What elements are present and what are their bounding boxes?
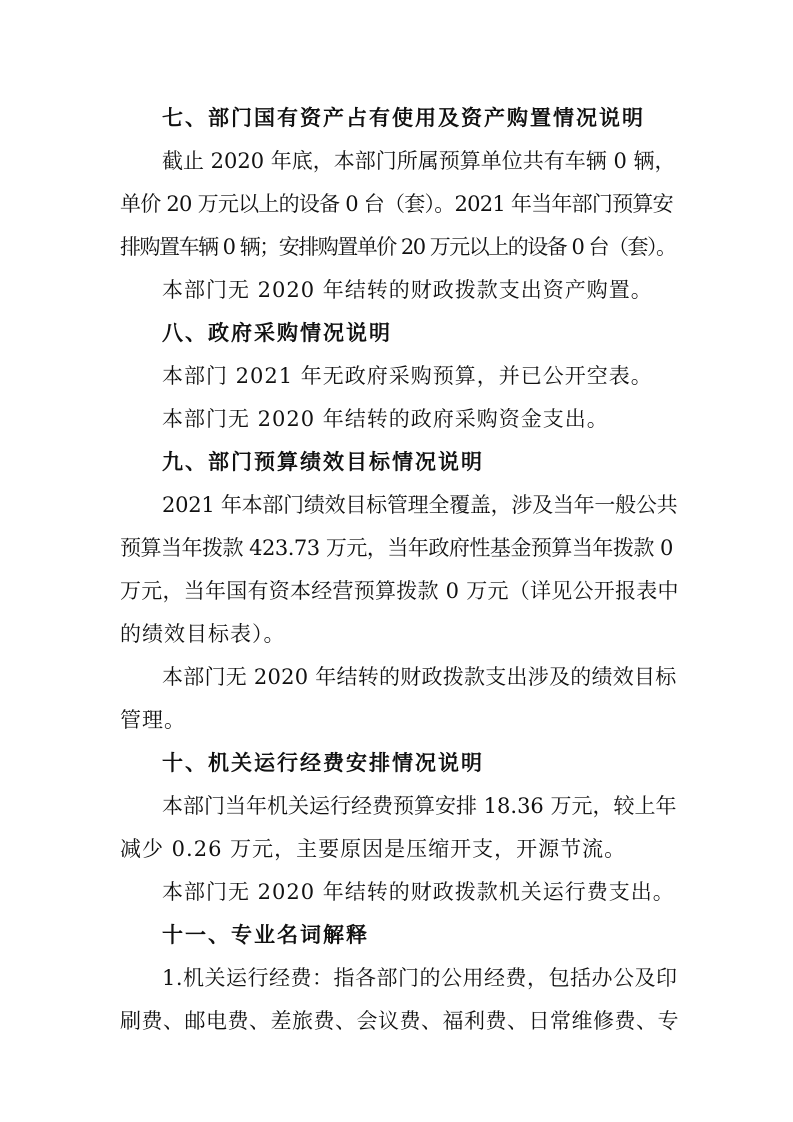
- section-heading-10: 十、机关运行经费安排情况说明: [162, 751, 484, 775]
- paragraph-line: 本部门无 2020 年结转的财政拨款机关运行费支出。: [162, 880, 675, 904]
- paragraph-line: 排购置车辆 0 辆；安排购置单价 20 万元以上的设备 0 台（套）。: [120, 235, 676, 259]
- paragraph-line: 本部门当年机关运行经费预算安排 18.36 万元，较上年: [162, 794, 677, 818]
- paragraph-line: 截止 2020 年底，本部门所属预算单位共有车辆 0 辆，: [162, 149, 676, 173]
- paragraph-line: 本部门 2021 年无政府采购预算，并已公开空表。: [162, 364, 653, 388]
- paragraph-line: 预算当年拨款 423.73 万元，当年政府性基金预算当年拨款 0: [120, 536, 673, 560]
- paragraph-line: 本部门无 2020 年结转的政府采购资金支出。: [162, 407, 609, 431]
- paragraph-line: 的绩效目标表）。: [120, 622, 286, 646]
- paragraph-line: 本部门无 2020 年结转的财政拨款支出涉及的绩效目标: [162, 665, 677, 689]
- paragraph-line: 刷费、邮电费、差旅费、会议费、福利费、日常维修费、专: [120, 1009, 679, 1033]
- paragraph-line: 万元，当年国有资本经营预算拨款 0 万元（详见公开报表中: [120, 579, 679, 603]
- paragraph-line: 减少 0.26 万元，主要原因是压缩开支，开源节流。: [120, 837, 627, 861]
- section-heading-11: 十一、专业名词解释: [162, 923, 369, 947]
- paragraph-line: 1.机关运行经费：指各部门的公用经费，包括办公及印: [162, 966, 678, 990]
- section-heading-9: 九、部门预算绩效目标情况说明: [162, 450, 484, 474]
- paragraph-line: 本部门无 2020 年结转的财政拨款支出资产购置。: [162, 278, 653, 302]
- paragraph-line: 2021 年本部门绩效目标管理全覆盖，涉及当年一般公共: [162, 493, 678, 517]
- section-heading-8: 八、政府采购情况说明: [162, 321, 392, 345]
- paragraph-line: 单价 20 万元以上的设备 0 台（套）。2021 年当年部门预算安: [120, 192, 673, 216]
- paragraph-line: 管理。: [120, 708, 186, 732]
- section-heading-7: 七、部门国有资产占有使用及资产购置情况说明: [162, 106, 645, 130]
